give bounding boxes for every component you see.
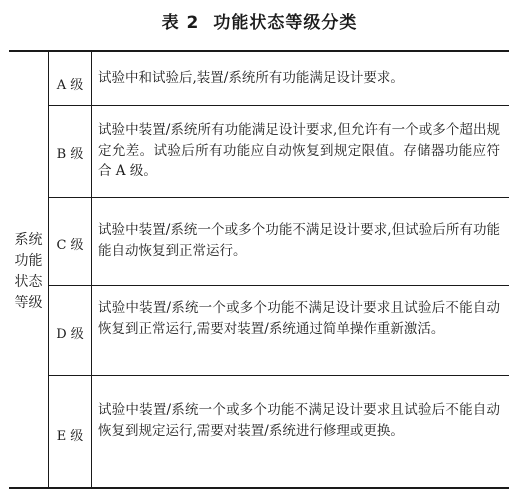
group-label-line: 状态 [14, 274, 43, 290]
table-top-rule [9, 50, 509, 52]
column-divider-2 [91, 52, 92, 487]
description-cell-b: 试验中装置/系统所有功能满足设计要求,但允许有一个或多个超出规定允差。试验后所有功能应自动恢复到规定限值。存储器功能应符合 A 级。 [98, 122, 500, 179]
table-bottom-rule [9, 487, 509, 489]
group-label [9, 230, 48, 314]
group-label-line: 系统 [14, 232, 43, 248]
grade-cell-b: B 级 [56, 147, 84, 162]
description-cell-e: 试验中装置/系统一个或多个功能不满足设计要求且试验后不能自动恢复到规定运行,需要对装置/系统进行修理或更换。 [98, 402, 500, 439]
group-label-line: 等级 [14, 295, 43, 311]
grade-cell-c: C 级 [56, 238, 84, 253]
row-divider [48, 375, 509, 376]
column-divider-1 [48, 52, 49, 487]
row-divider [48, 105, 509, 106]
description-cell-c: 试验中装置/系统一个或多个功能不满足设计要求,但试验后所有功能能自动恢复到正常运行。 [98, 222, 500, 259]
table-caption [0, 8, 519, 33]
grade-cell-e: E 级 [56, 429, 84, 444]
row-divider [48, 285, 509, 286]
table-title: 功能状态等级分类 [213, 13, 358, 33]
grade-cell-d: D 级 [56, 327, 84, 342]
table-number: 表 2 [161, 13, 200, 33]
grade-cell-a: A 级 [56, 78, 84, 93]
row-divider [48, 197, 509, 198]
description-cell-d: 试验中装置/系统一个或多个功能不满足设计要求且试验后不能自动恢复到正常运行,需要对装置/系统通过简单操作重新激活。 [98, 300, 500, 337]
description-cell-a: 试验中和试验后,装置/系统所有功能满足设计要求。 [98, 70, 404, 86]
group-label-line: 功能 [14, 253, 43, 269]
